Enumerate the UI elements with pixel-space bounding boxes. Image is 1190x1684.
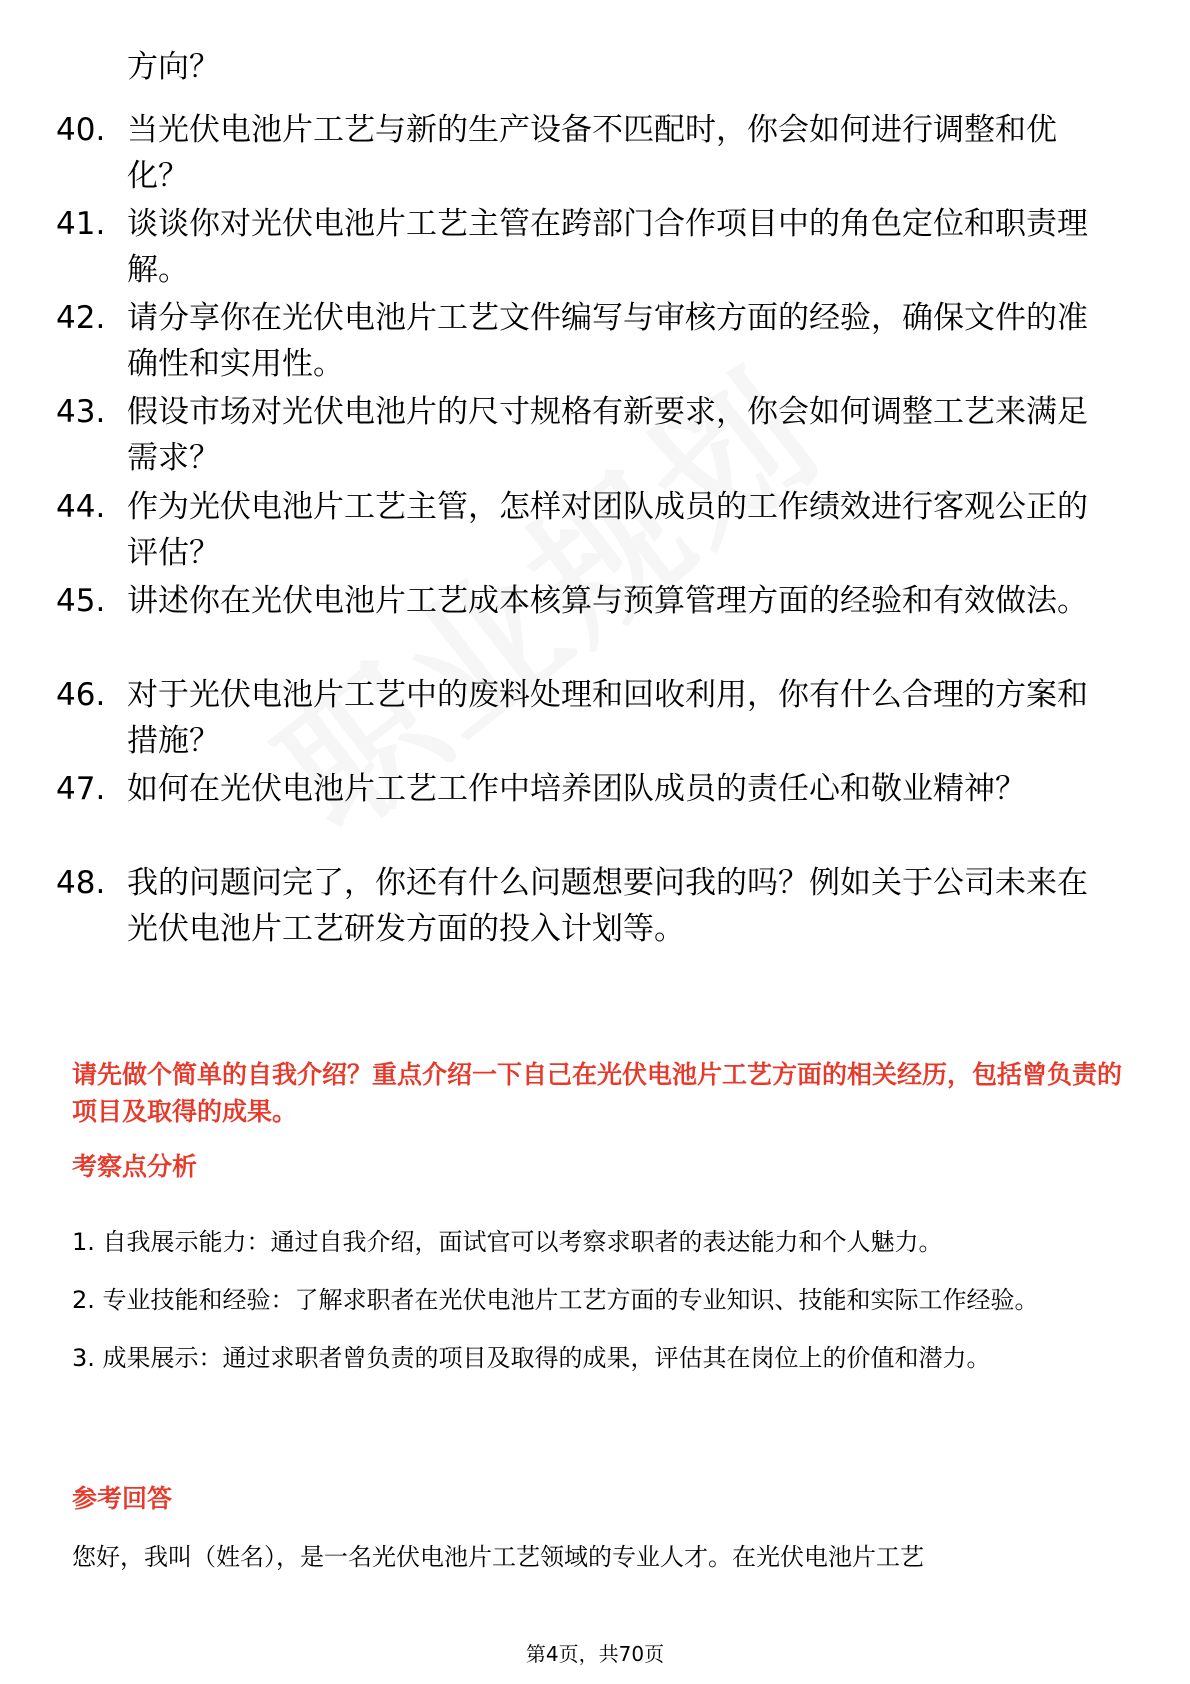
question-text: 方向？ [127, 49, 220, 85]
question-number: 45. [56, 583, 106, 619]
question-number: 46. [56, 677, 106, 713]
question-text: 当光伏电池片工艺与新的生产设备不匹配时，你会如何进行调整和优化？ [127, 112, 1057, 194]
question-text: 谈谈你对光伏电池片工艺主管在跨部门合作项目中的角色定位和职责理解。 [127, 206, 1088, 288]
analysis-point: 3. 成果展示：通过求职者曾负责的项目及取得的成果，评估其在岗位上的价值和潜力。 [72, 1344, 991, 1372]
answer-heading: 参考回答 [72, 1484, 173, 1513]
question-text: 如何在光伏电池片工艺工作中培养团队成员的责任心和敬业精神？ [127, 771, 1026, 807]
analysis-point: 2. 专业技能和经验：了解求职者在光伏电池片工艺方面的专业知识、技能和实际工作经验。 [72, 1286, 1039, 1314]
question-text: 对于光伏电池片工艺中的废料处理和回收利用，你有什么合理的方案和措施？ [127, 677, 1088, 759]
answer-text: 您好，我叫（姓名），是一名光伏电池片工艺领域的专业人才。在光伏电池片工艺 [72, 1543, 924, 1571]
question-text: 我的问题问完了，你还有什么问题想要问我的吗？例如关于公司未来在光伏电池片工艺研发方面的投入计划等。 [127, 865, 1088, 947]
question-text: 假设市场对光伏电池片的尺寸规格有新要求，你会如何调整工艺来满足需求？ [127, 394, 1088, 476]
question-number: 48. [56, 865, 106, 901]
question-text: 讲述你在光伏电池片工艺成本核算与预算管理方面的经验和有效做法。 [127, 583, 1088, 619]
analysis-heading: 考察点分析 [72, 1152, 198, 1181]
question-text: 请分享你在光伏电池片工艺文件编写与审核方面的经验，确保文件的准确性和实用性。 [127, 300, 1088, 382]
question-number: 44. [56, 489, 106, 525]
page-footer: 第4页，共70页 [525, 1642, 665, 1666]
question-text: 作为光伏电池片工艺主管，怎样对团队成员的工作绩效进行客观公正的评估？ [127, 489, 1088, 571]
question-number: 43. [56, 394, 106, 430]
featured-question: 请先做个简单的自我介绍？重点介绍一下自己在光伏电池片工艺方面的相关经历，包括曾负责的项目及取得的成果。 [72, 1060, 1123, 1126]
question-number: 41. [56, 206, 106, 242]
analysis-points [72, 1213, 1132, 1387]
question-number: 47. [56, 771, 106, 807]
question-number: 40. [56, 112, 106, 148]
question-number: 42. [56, 300, 106, 336]
analysis-point: 1. 自我展示能力：通过自我介绍，面试官可以考察求职者的表达能力和个人魅力。 [72, 1228, 943, 1256]
